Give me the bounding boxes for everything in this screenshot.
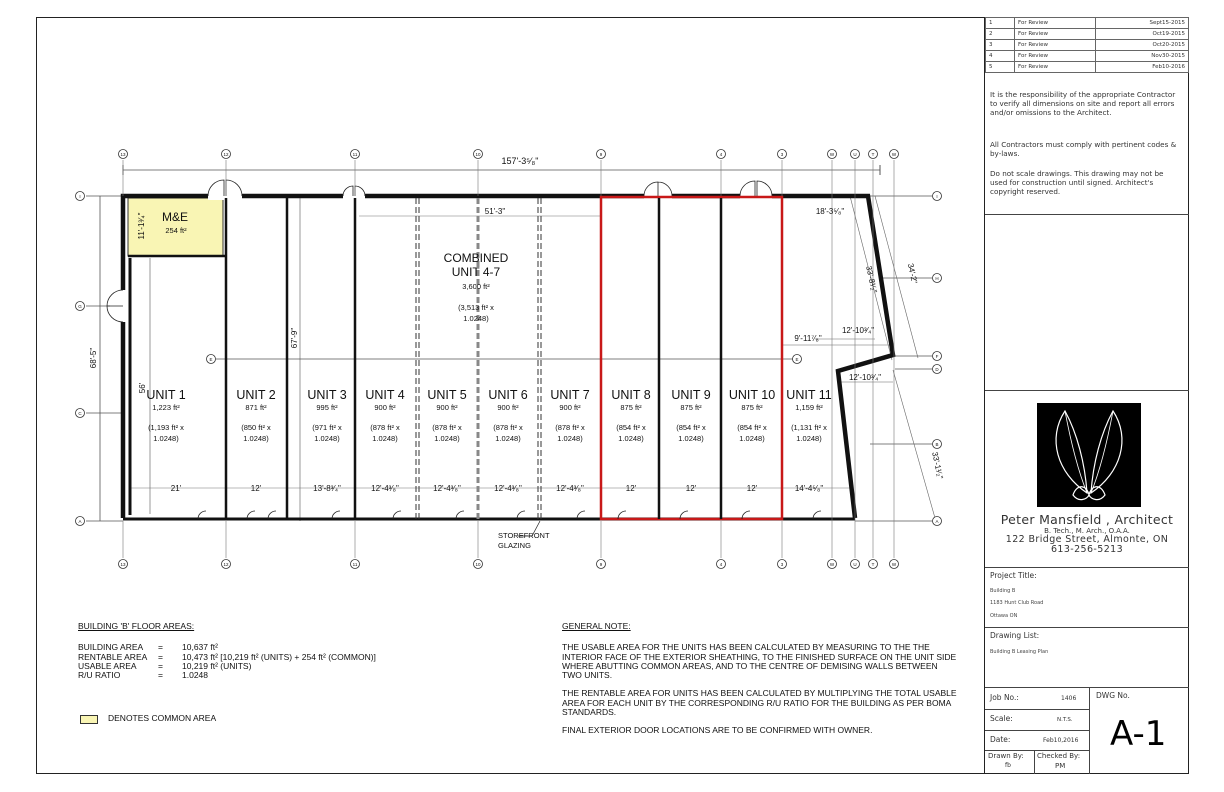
unit-calc: (878 ft² x <box>370 423 400 432</box>
unit-area: 871 ft² <box>245 403 267 412</box>
grid-bubble-label: 11 <box>352 562 358 567</box>
unit-width-dim: 12'-4³⁄₈" <box>556 484 584 493</box>
grid-bubble-label: W <box>829 562 835 567</box>
job-no-label: Job No.: <box>990 693 1019 702</box>
unit-calc: 1.0248) <box>153 434 179 443</box>
unit-area: 875 ft² <box>620 403 642 412</box>
revision-row: 1 For Review Sept15-2015 <box>986 18 1189 29</box>
project-line: Building B <box>990 588 1016 594</box>
architect-phone: 613-256-5213 <box>1050 544 1124 555</box>
unit-area: 875 ft² <box>741 403 763 412</box>
unit-area: 900 ft² <box>497 403 519 412</box>
responsibility-note: It is the responsibility of the appropriate Contractor to verify all dimensions on site and report all errors and/or omissions to the Architect. <box>990 90 1176 117</box>
grid-bubble-label: 9 <box>599 562 603 567</box>
unit-name: UNIT 4 <box>365 388 405 402</box>
grid-bubble-label: E <box>209 357 213 362</box>
unit-calc: 1.0248) <box>557 434 583 443</box>
unit-area: 900 ft² <box>436 403 458 412</box>
grid-bubble-label: 3 <box>780 152 784 157</box>
combined-area: 3,600 ft² <box>462 282 490 291</box>
unit-calc: 1.0248) <box>618 434 644 443</box>
drawn-by-value: fb <box>1005 762 1011 769</box>
me-room-area: 254 ft² <box>165 226 187 235</box>
unit-width-dim: 12'-4³⁄₈" <box>371 484 399 493</box>
general-note <box>562 622 957 736</box>
storefront-label: STOREFRONT <box>498 531 550 540</box>
unit-calc: (1,131 ft² x <box>791 423 827 432</box>
revision-row: 2 For Review Oct19-2015 <box>986 29 1189 40</box>
grid-bubble-label: C <box>78 411 82 416</box>
unit-width-dim: 12' <box>625 484 637 493</box>
date-label: Date: <box>990 735 1011 744</box>
grid-bubble-label: 9 <box>599 152 603 157</box>
unit-area: 900 ft² <box>374 403 396 412</box>
revision-row: 4 For Review Nov30-2015 <box>986 51 1189 62</box>
unit-name: UNIT 3 <box>307 388 347 402</box>
project-line: Ottawa ON <box>990 613 1018 619</box>
grid-bubble-label: G <box>78 304 82 309</box>
grid-bubble-label: W <box>891 562 897 567</box>
unit-calc: 1.0248) <box>372 434 398 443</box>
grid-bubble-label: I <box>79 194 81 199</box>
grid-bubble-label: 12 <box>223 152 229 157</box>
unit-name: UNIT 2 <box>236 388 276 402</box>
area-row: R/U RATIO = 1.0248 <box>78 670 208 681</box>
grid-bubble-label: A <box>78 519 82 524</box>
unit-area: 1,223 ft² <box>152 403 180 412</box>
unit-width-dim: 14'-4⁵⁄₈" <box>794 484 824 493</box>
right-dimension: 34'-2" <box>905 262 919 285</box>
right-dimension: 18'-3⁵⁄₈" <box>815 207 845 216</box>
right-dimension: 12'-10³⁄₄" <box>841 326 875 335</box>
architect-credentials: B. Tech., M. Arch., O.A.A. <box>1044 527 1130 535</box>
project-title-label: Project Title: <box>990 571 1037 580</box>
right-dimension: 33'-8¹⁄₂" <box>864 265 879 294</box>
common-area-legend-label: DENOTES COMMON AREA <box>108 713 217 723</box>
grid-bubble-label: H <box>935 276 939 281</box>
unit-name: UNIT 7 <box>550 388 590 402</box>
unit-calc: 1.0248) <box>739 434 765 443</box>
unit-width-dim: 13'-8³⁄₄" <box>313 484 341 493</box>
grid-bubble-label: D <box>935 367 939 372</box>
codes-note: All Contractors must comply with pertinent codes & by-laws. <box>990 140 1177 158</box>
unit-calc: (854 ft² x <box>737 423 767 432</box>
area-row: BUILDING AREA = 10,637 ft² <box>78 642 218 653</box>
unit-name: UNIT 9 <box>671 388 711 402</box>
architect-logo <box>1037 403 1141 507</box>
storefront-label: GLAZING <box>498 541 531 550</box>
general-note-p1: THE USABLE AREA FOR THE UNITS HAS BEEN CALCULATED BY MEASURING TO THE THE INTERIOR FACE OF THE EXTERIOR SHEATHING, TO THE FINISHED SURFACE ON THE UNIT SIDE WHERE ABUTTING COMMON AREAS, AND TO THE CENTRE OF DEMISING WALLS BETWEEN TWO UNITS. <box>562 642 957 681</box>
unit-calc: (850 ft² x <box>241 423 271 432</box>
grid-bubble-label: W <box>829 152 835 157</box>
unit-calc: (878 ft² x <box>432 423 462 432</box>
unit-name: UNIT 11 <box>786 388 832 402</box>
area-row: RENTABLE AREA = 10,473 ft² [10,219 ft² (UNITS) + 254 ft² (COMMON)] <box>78 651 376 662</box>
grid-bubble-label: 10 <box>475 152 481 157</box>
dwg-no-label: DWG No. <box>1096 691 1130 700</box>
scale-label: Scale: <box>990 714 1013 723</box>
combined-title: UNIT 4-7 <box>451 265 501 279</box>
revision-row: 3 For Review Oct20-2015 <box>986 40 1189 51</box>
unit-width-dim: 12'-4³⁄₈" <box>433 484 461 493</box>
common-area-legend-swatch <box>80 715 98 724</box>
grid-bubble-label: 11 <box>352 152 358 157</box>
revision-table <box>985 17 1189 73</box>
unit-calc: (854 ft² x <box>616 423 646 432</box>
unit-area: 1,159 ft² <box>795 403 823 412</box>
me-room-dim: 11'-1³⁄₄" <box>137 212 146 240</box>
combined-calc: (3,513 ft² x <box>458 303 494 312</box>
right-dimension: 9'-11⁷⁄₈" <box>794 334 822 343</box>
checked-by-label: Checked By: <box>1037 752 1081 760</box>
architect-address: 122 Bridge Street, Almonte, ON <box>1005 534 1169 545</box>
unit-name: UNIT 5 <box>427 388 467 402</box>
right-dimension: 33'-1¹⁄₂" <box>930 451 945 480</box>
unit-calc: 1.0248) <box>434 434 460 443</box>
grid-bubble-label: 13 <box>120 152 126 157</box>
job-no-value: 1406 <box>1061 695 1077 702</box>
mid-dimension: 67'-9" <box>290 327 299 349</box>
general-note-heading: GENERAL NOTE: <box>562 621 631 631</box>
grid-bubble-label: 4 <box>719 562 723 567</box>
grid-bubble-label: A <box>935 519 939 524</box>
area-row: USABLE AREA = 10,219 ft² (UNITS) <box>78 660 252 671</box>
unit-width-dim: 12' <box>685 484 697 493</box>
drawing-list-item: Building B Leasing Plan <box>990 649 1049 655</box>
revision-row: 5 For Review Feb10-2016 <box>986 62 1189 73</box>
grid-bubble-label: T <box>871 562 875 567</box>
grid-bubble-label: U <box>853 152 857 157</box>
unit-calc: 1.0248) <box>678 434 704 443</box>
drawn-by-label: Drawn By: <box>988 752 1024 760</box>
unit-name: UNIT 6 <box>488 388 528 402</box>
scale-value: N.T.S. <box>1057 717 1073 723</box>
unit-width-dim: 12' <box>746 484 758 493</box>
grid-bubble-label: E <box>795 357 799 362</box>
architect-block <box>985 512 1189 555</box>
unit-name: UNIT 1 <box>146 388 186 402</box>
unit-area: 900 ft² <box>559 403 581 412</box>
architect-name: Peter Mansfield , Architect <box>1000 512 1174 527</box>
combined-dimension: 51'-3" <box>484 207 506 216</box>
grid-bubble-label: W <box>891 152 897 157</box>
unit-calc: 1.0248) <box>796 434 822 443</box>
unit-calc: (878 ft² x <box>555 423 585 432</box>
checked-by-value: PM <box>1055 762 1066 770</box>
combined-title: COMBINED <box>443 251 509 265</box>
floor-areas <box>78 622 498 680</box>
unit-calc: 1.0248) <box>495 434 521 443</box>
grid-bubble-label: 3 <box>780 562 784 567</box>
left-dimension: 68'-5" <box>89 347 98 369</box>
inner-left-dimension: 56' <box>138 382 147 394</box>
general-note-p2: THE RENTABLE AREA FOR UNITS HAS BEEN CALCULATED BY MULTIPLYING THE TOTAL USABLE AREA FOR EACH UNIT BY THE CORRESPONDING R/U RATIO FOR THE BUILDING AS PER BOMA STANDARDS. <box>562 688 957 718</box>
general-note-p3: FINAL EXTERIOR DOOR LOCATIONS ARE TO BE CONFIRMED WITH OWNER. <box>562 725 873 736</box>
unit-width-dim: 12'-4³⁄₈" <box>494 484 522 493</box>
grid-bubble-label: 4 <box>719 152 723 157</box>
unit-calc: 1.0248) <box>243 434 269 443</box>
unit-name: UNIT 10 <box>728 388 776 402</box>
grid-bubble-label: F <box>935 354 939 359</box>
date-value: Feb10,2016 <box>1043 737 1079 744</box>
floor-areas-heading: BUILDING 'B' FLOOR AREAS: <box>78 621 195 631</box>
grid-bubble-label: U <box>853 562 857 567</box>
unit-area: 875 ft² <box>680 403 702 412</box>
unit-width-dim: 12' <box>250 484 262 493</box>
unit-area: 995 ft² <box>316 403 338 412</box>
unit-width-dim: 21' <box>170 484 182 493</box>
combined-calc: 1.0248) <box>463 314 489 323</box>
unit-calc: (878 ft² x <box>493 423 523 432</box>
unit-calc: (854 ft² x <box>676 423 706 432</box>
unit-calc: (971 ft² x <box>312 423 342 432</box>
sheet-number: A-1 <box>1110 714 1167 754</box>
unit-calc: (1,193 ft² x <box>148 423 184 432</box>
unit-calc: 1.0248) <box>314 434 340 443</box>
grid-bubble-label: 12 <box>223 562 229 567</box>
me-room-name: M&E <box>161 210 189 224</box>
grid-bubble-label: T <box>871 152 875 157</box>
grid-bubble-label: I <box>936 194 938 199</box>
copyright-note: Do not scale drawings. This drawing may not be used for construction until signed. Architect's copyright reserved. <box>990 169 1164 196</box>
project-line: 1183 Hunt Club Road <box>990 600 1044 606</box>
grid-bubble-label: 10 <box>475 562 481 567</box>
grid-bubble-label: B <box>935 442 939 447</box>
right-dimension: 12'-10³⁄₄" <box>848 373 882 382</box>
overall-dimension: 157'-3⁵⁄₈" <box>501 156 539 166</box>
title-block <box>984 17 1189 774</box>
unit-name: UNIT 8 <box>611 388 651 402</box>
drawing-list-label: Drawing List: <box>990 631 1040 640</box>
grid-bubble-label: 13 <box>120 562 126 567</box>
